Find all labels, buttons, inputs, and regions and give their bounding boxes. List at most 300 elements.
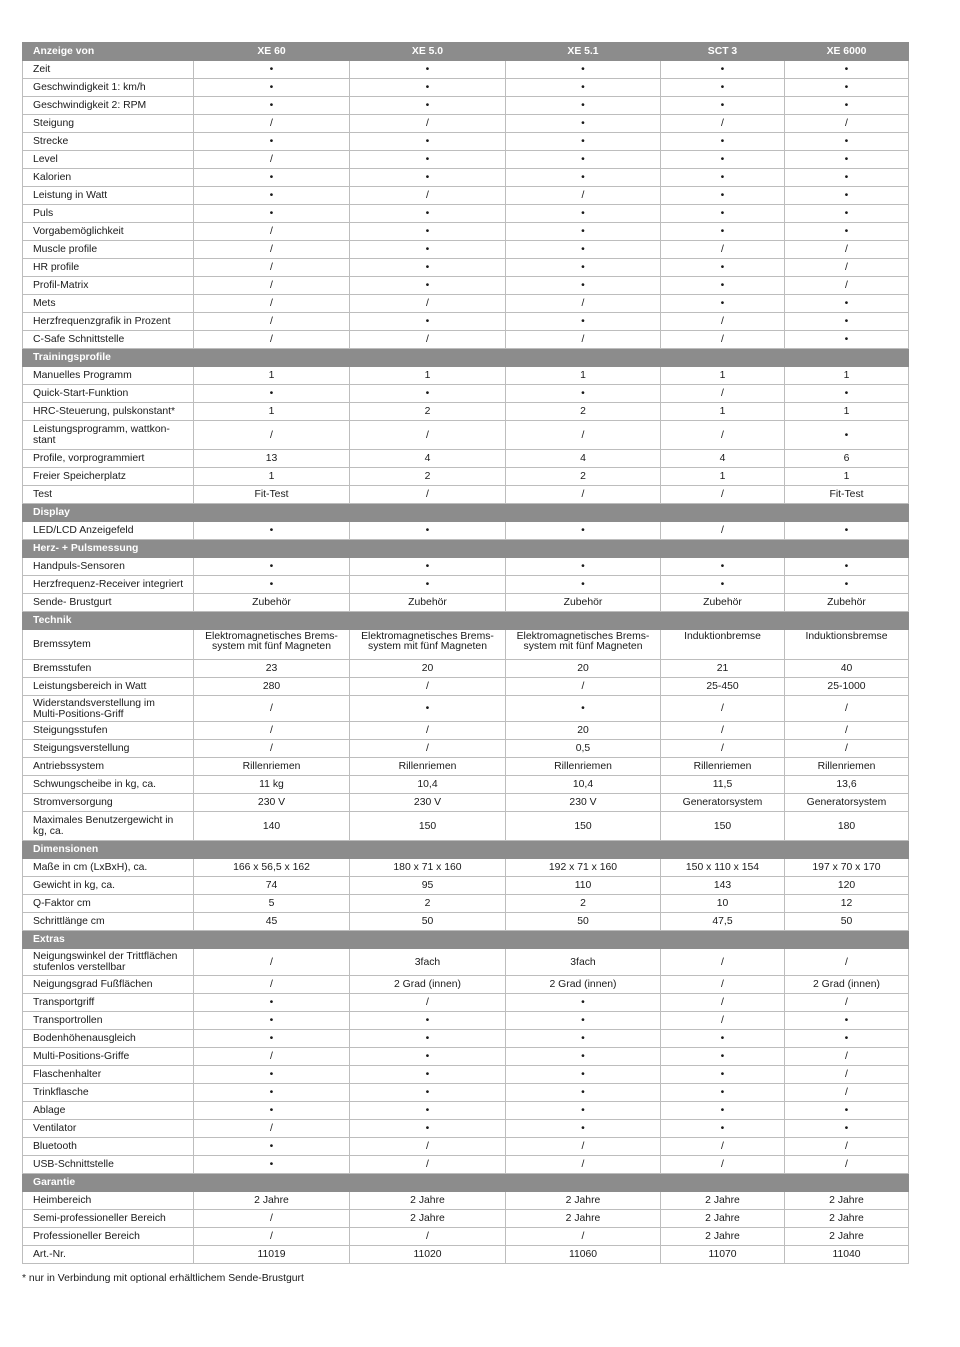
cell-value: • bbox=[661, 1120, 785, 1138]
cell-value: 50 bbox=[506, 913, 661, 931]
cell-value: / bbox=[506, 331, 661, 349]
cell-value: / bbox=[661, 1156, 785, 1174]
table-row bbox=[23, 1030, 909, 1048]
section-title: Technik bbox=[23, 612, 909, 630]
cell-value: • bbox=[506, 79, 661, 97]
cell-value: 180 bbox=[785, 812, 909, 841]
table-row bbox=[23, 976, 909, 994]
cell-value: / bbox=[785, 722, 909, 740]
cell-value: • bbox=[785, 1120, 909, 1138]
row-label: Zeit bbox=[23, 61, 194, 79]
row-label: Bodenhöhenausgleich bbox=[23, 1030, 194, 1048]
cell-value: 50 bbox=[350, 913, 506, 931]
table-row bbox=[23, 678, 909, 696]
cell-value: • bbox=[785, 331, 909, 349]
cell-value: • bbox=[350, 385, 506, 403]
cell-value: • bbox=[194, 522, 350, 540]
cell-value: 1 bbox=[661, 468, 785, 486]
cell-value: / bbox=[194, 1210, 350, 1228]
cell-value: 143 bbox=[661, 877, 785, 895]
cell-value: • bbox=[785, 151, 909, 169]
row-label: Muscle profile bbox=[23, 241, 194, 259]
cell-value: / bbox=[194, 115, 350, 133]
row-label: Q-Faktor cm bbox=[23, 895, 194, 913]
cell-value: / bbox=[785, 277, 909, 295]
cell-value: • bbox=[194, 1066, 350, 1084]
cell-value: Rillenriemen bbox=[350, 758, 506, 776]
cell-value: 74 bbox=[194, 877, 350, 895]
cell-value: / bbox=[350, 187, 506, 205]
cell-value: 2 Jahre bbox=[661, 1228, 785, 1246]
cell-value: 3fach bbox=[506, 949, 661, 976]
table-row bbox=[23, 1066, 909, 1084]
cell-value: • bbox=[661, 223, 785, 241]
cell-value: Generatorsystem bbox=[661, 794, 785, 812]
table-row bbox=[23, 468, 909, 486]
cell-value: / bbox=[350, 115, 506, 133]
cell-value: • bbox=[661, 295, 785, 313]
cell-value: • bbox=[506, 1084, 661, 1102]
cell-value: / bbox=[661, 421, 785, 450]
row-label: Leistungsbereich in Watt bbox=[23, 678, 194, 696]
table-row bbox=[23, 794, 909, 812]
cell-value: • bbox=[350, 241, 506, 259]
row-label: Bremssytem bbox=[23, 630, 194, 660]
cell-value: / bbox=[661, 313, 785, 331]
cell-value: / bbox=[661, 740, 785, 758]
cell-value: 10,4 bbox=[506, 776, 661, 794]
section-title: Dimensionen bbox=[23, 841, 909, 859]
cell-value: Zubehör bbox=[785, 594, 909, 612]
cell-value: 2 bbox=[350, 468, 506, 486]
section-title: Herz- + Pulsmessung bbox=[23, 540, 909, 558]
cell-value: • bbox=[785, 522, 909, 540]
cell-value: • bbox=[350, 1030, 506, 1048]
cell-value: • bbox=[350, 223, 506, 241]
cell-value: Zubehör bbox=[506, 594, 661, 612]
cell-value: / bbox=[350, 1156, 506, 1174]
cell-value: Induktionsbremse bbox=[785, 630, 909, 660]
cell-value: • bbox=[506, 277, 661, 295]
cell-value: • bbox=[506, 1012, 661, 1030]
table-row bbox=[23, 1012, 909, 1030]
table-row bbox=[23, 367, 909, 385]
cell-value: • bbox=[350, 576, 506, 594]
cell-value: • bbox=[785, 223, 909, 241]
spec-table-body bbox=[23, 43, 909, 1264]
cell-value: • bbox=[785, 1012, 909, 1030]
cell-value: / bbox=[506, 486, 661, 504]
cell-value: • bbox=[661, 79, 785, 97]
table-row bbox=[23, 277, 909, 295]
cell-value: 11020 bbox=[350, 1246, 506, 1264]
section-header-row bbox=[23, 931, 909, 949]
cell-value: • bbox=[350, 1084, 506, 1102]
cell-value: 10 bbox=[661, 895, 785, 913]
section-header-row bbox=[23, 504, 909, 522]
cell-value: / bbox=[785, 696, 909, 722]
cell-value: 2 Jahre bbox=[506, 1210, 661, 1228]
cell-value: 1 bbox=[661, 403, 785, 421]
cell-value: / bbox=[661, 385, 785, 403]
cell-value: 11019 bbox=[194, 1246, 350, 1264]
cell-value: 40 bbox=[785, 660, 909, 678]
header-label: Anzeige von bbox=[23, 43, 194, 61]
table-row bbox=[23, 558, 909, 576]
cell-value: / bbox=[661, 722, 785, 740]
cell-value: 1 bbox=[194, 468, 350, 486]
cell-value: / bbox=[194, 740, 350, 758]
cell-value: / bbox=[506, 1156, 661, 1174]
cell-value: / bbox=[194, 151, 350, 169]
cell-value: 2 Jahre bbox=[194, 1192, 350, 1210]
table-row bbox=[23, 421, 909, 450]
cell-value: / bbox=[350, 740, 506, 758]
cell-value: • bbox=[194, 385, 350, 403]
header-model-xe-60: XE 60 bbox=[194, 43, 350, 61]
row-label: Gewicht in kg, ca. bbox=[23, 877, 194, 895]
cell-value: • bbox=[506, 1066, 661, 1084]
row-label: Steigungsstufen bbox=[23, 722, 194, 740]
cell-value: / bbox=[506, 1138, 661, 1156]
table-row bbox=[23, 812, 909, 841]
cell-value: • bbox=[785, 1030, 909, 1048]
table-row bbox=[23, 187, 909, 205]
cell-value: 2 bbox=[506, 895, 661, 913]
cell-value: • bbox=[350, 696, 506, 722]
cell-value: 5 bbox=[194, 895, 350, 913]
section-header-row bbox=[23, 349, 909, 367]
header-model-xe-6000: XE 6000 bbox=[785, 43, 909, 61]
cell-value: / bbox=[194, 1228, 350, 1246]
cell-value: 4 bbox=[661, 450, 785, 468]
table-row bbox=[23, 1138, 909, 1156]
row-label: Profile, vorprogrammiert bbox=[23, 450, 194, 468]
row-label: Profil-Matrix bbox=[23, 277, 194, 295]
row-label: HRC-Steuerung, pulskonstant* bbox=[23, 403, 194, 421]
table-row bbox=[23, 522, 909, 540]
cell-value: / bbox=[661, 976, 785, 994]
cell-value: • bbox=[661, 187, 785, 205]
cell-value: • bbox=[785, 313, 909, 331]
table-row bbox=[23, 776, 909, 794]
cell-value: 1 bbox=[785, 468, 909, 486]
cell-value: • bbox=[785, 1102, 909, 1120]
row-label: Flaschenhalter bbox=[23, 1066, 194, 1084]
cell-value: / bbox=[661, 115, 785, 133]
cell-value: • bbox=[506, 522, 661, 540]
cell-value: 95 bbox=[350, 877, 506, 895]
row-label: Neigungsgrad Fußflächen bbox=[23, 976, 194, 994]
cell-value: • bbox=[194, 133, 350, 151]
cell-value: 1 bbox=[785, 403, 909, 421]
cell-value: • bbox=[661, 205, 785, 223]
row-label: Transportgriff bbox=[23, 994, 194, 1012]
row-label: Quick-Start-Funktion bbox=[23, 385, 194, 403]
spec-table bbox=[22, 42, 909, 1264]
cell-value: • bbox=[506, 385, 661, 403]
table-row bbox=[23, 61, 909, 79]
row-label: Freier Speicherplatz bbox=[23, 468, 194, 486]
cell-value: 230 V bbox=[194, 794, 350, 812]
cell-value: 2 bbox=[350, 403, 506, 421]
cell-value: 2 Grad (innen) bbox=[350, 976, 506, 994]
row-label: Ablage bbox=[23, 1102, 194, 1120]
table-row bbox=[23, 696, 909, 722]
cell-value: Elektromagnetisches Brems- system mit fünf Magneten bbox=[506, 630, 661, 660]
cell-value: 6 bbox=[785, 450, 909, 468]
table-row bbox=[23, 949, 909, 976]
cell-value: • bbox=[350, 97, 506, 115]
cell-value: • bbox=[350, 277, 506, 295]
cell-value: • bbox=[350, 169, 506, 187]
cell-value: / bbox=[506, 678, 661, 696]
cell-value: 150 bbox=[661, 812, 785, 841]
cell-value: 2 Jahre bbox=[661, 1210, 785, 1228]
cell-value: • bbox=[506, 133, 661, 151]
row-label: Kalorien bbox=[23, 169, 194, 187]
cell-value: • bbox=[506, 696, 661, 722]
cell-value: / bbox=[194, 976, 350, 994]
cell-value: / bbox=[785, 1156, 909, 1174]
cell-value: 2 Jahre bbox=[350, 1192, 506, 1210]
cell-value: / bbox=[785, 259, 909, 277]
row-label: C-Safe Schnittstelle bbox=[23, 331, 194, 349]
cell-value: • bbox=[350, 61, 506, 79]
cell-value: 11070 bbox=[661, 1246, 785, 1264]
cell-value: 13 bbox=[194, 450, 350, 468]
cell-value: Fit-Test bbox=[194, 486, 350, 504]
table-row bbox=[23, 151, 909, 169]
cell-value: Rillenriemen bbox=[194, 758, 350, 776]
header-model-xe-5-1: XE 5.1 bbox=[506, 43, 661, 61]
cell-value: • bbox=[194, 558, 350, 576]
section-header-row bbox=[23, 612, 909, 630]
cell-value: 4 bbox=[506, 450, 661, 468]
cell-value: / bbox=[661, 486, 785, 504]
row-label: Geschwindigkeit 1: km/h bbox=[23, 79, 194, 97]
row-label: Vorgabemöglichkeit bbox=[23, 223, 194, 241]
cell-value: • bbox=[350, 205, 506, 223]
cell-value: / bbox=[350, 486, 506, 504]
section-title: Trainingsprofile bbox=[23, 349, 909, 367]
row-label: Handpuls-Sensoren bbox=[23, 558, 194, 576]
cell-value: 2 Grad (innen) bbox=[506, 976, 661, 994]
table-row bbox=[23, 97, 909, 115]
cell-value: 1 bbox=[661, 367, 785, 385]
cell-value: 180 x 71 x 160 bbox=[350, 859, 506, 877]
row-label: Trinkflasche bbox=[23, 1084, 194, 1102]
cell-value: • bbox=[661, 558, 785, 576]
cell-value: • bbox=[785, 295, 909, 313]
cell-value: • bbox=[506, 558, 661, 576]
cell-value: 21 bbox=[661, 660, 785, 678]
table-row bbox=[23, 913, 909, 931]
cell-value: 20 bbox=[506, 722, 661, 740]
cell-value: Zubehör bbox=[350, 594, 506, 612]
cell-value: • bbox=[194, 1084, 350, 1102]
cell-value: Zubehör bbox=[194, 594, 350, 612]
cell-value: • bbox=[506, 61, 661, 79]
row-label: Herzfrequenz-Receiver integriert bbox=[23, 576, 194, 594]
table-row bbox=[23, 169, 909, 187]
cell-value: • bbox=[506, 259, 661, 277]
cell-value: 13,6 bbox=[785, 776, 909, 794]
cell-value: • bbox=[194, 61, 350, 79]
cell-value: / bbox=[350, 295, 506, 313]
cell-value: • bbox=[194, 187, 350, 205]
section-header-row bbox=[23, 1174, 909, 1192]
cell-value: Rillenriemen bbox=[506, 758, 661, 776]
cell-value: / bbox=[194, 421, 350, 450]
cell-value: • bbox=[350, 259, 506, 277]
cell-value: / bbox=[194, 1120, 350, 1138]
cell-value: • bbox=[506, 205, 661, 223]
cell-value: • bbox=[506, 1120, 661, 1138]
table-row bbox=[23, 576, 909, 594]
cell-value: / bbox=[785, 1138, 909, 1156]
row-label: Steigungsverstellung bbox=[23, 740, 194, 758]
cell-value: / bbox=[506, 1228, 661, 1246]
cell-value: 230 V bbox=[506, 794, 661, 812]
cell-value: • bbox=[194, 576, 350, 594]
cell-value: 25-1000 bbox=[785, 678, 909, 696]
cell-value: 1 bbox=[785, 367, 909, 385]
row-label: Neigungswinkel der Trittflächen stufenlos verstellbar bbox=[23, 949, 194, 976]
cell-value: 197 x 70 x 170 bbox=[785, 859, 909, 877]
row-label: Schrittlänge cm bbox=[23, 913, 194, 931]
cell-value: 23 bbox=[194, 660, 350, 678]
cell-value: / bbox=[785, 115, 909, 133]
cell-value: 11,5 bbox=[661, 776, 785, 794]
cell-value: 47,5 bbox=[661, 913, 785, 931]
cell-value: / bbox=[785, 740, 909, 758]
cell-value: • bbox=[661, 133, 785, 151]
row-label: Steigung bbox=[23, 115, 194, 133]
table-row bbox=[23, 259, 909, 277]
row-label: Bremsstufen bbox=[23, 660, 194, 678]
table-row bbox=[23, 331, 909, 349]
row-label: Mets bbox=[23, 295, 194, 313]
section-header-row bbox=[23, 540, 909, 558]
cell-value: • bbox=[194, 79, 350, 97]
cell-value: • bbox=[785, 61, 909, 79]
row-label: Schwungscheibe in kg, ca. bbox=[23, 776, 194, 794]
table-row bbox=[23, 205, 909, 223]
row-label: Transportrollen bbox=[23, 1012, 194, 1030]
cell-value: 3fach bbox=[350, 949, 506, 976]
cell-value: / bbox=[785, 949, 909, 976]
cell-value: • bbox=[785, 421, 909, 450]
cell-value: • bbox=[661, 1030, 785, 1048]
cell-value: Induktionbremse bbox=[661, 630, 785, 660]
cell-value: / bbox=[661, 522, 785, 540]
table-row bbox=[23, 403, 909, 421]
cell-value: 150 bbox=[350, 812, 506, 841]
table-row bbox=[23, 1210, 909, 1228]
cell-value: / bbox=[661, 696, 785, 722]
cell-value: • bbox=[350, 522, 506, 540]
cell-value: • bbox=[194, 97, 350, 115]
cell-value: 2 Jahre bbox=[350, 1210, 506, 1228]
cell-value: • bbox=[506, 576, 661, 594]
row-label: Multi-Positions-Griffe bbox=[23, 1048, 194, 1066]
row-label: Antriebssystem bbox=[23, 758, 194, 776]
cell-value: 110 bbox=[506, 877, 661, 895]
table-row bbox=[23, 1102, 909, 1120]
row-label: Leistung in Watt bbox=[23, 187, 194, 205]
cell-value: • bbox=[194, 1102, 350, 1120]
table-row bbox=[23, 1156, 909, 1174]
cell-value: 2 Jahre bbox=[785, 1210, 909, 1228]
cell-value: / bbox=[661, 949, 785, 976]
row-label: Stromversorgung bbox=[23, 794, 194, 812]
table-row bbox=[23, 115, 909, 133]
cell-value: • bbox=[194, 169, 350, 187]
cell-value: / bbox=[350, 678, 506, 696]
cell-value: • bbox=[194, 994, 350, 1012]
row-label: Level bbox=[23, 151, 194, 169]
row-label: Maße in cm (LxBxH), ca. bbox=[23, 859, 194, 877]
table-row bbox=[23, 895, 909, 913]
row-label: Herzfrequenzgrafik in Prozent bbox=[23, 313, 194, 331]
section-header-row bbox=[23, 841, 909, 859]
table-row bbox=[23, 859, 909, 877]
section-title: Display bbox=[23, 504, 909, 522]
row-label: Test bbox=[23, 486, 194, 504]
cell-value: / bbox=[194, 1048, 350, 1066]
cell-value: • bbox=[350, 1102, 506, 1120]
row-label: Ventilator bbox=[23, 1120, 194, 1138]
cell-value: • bbox=[661, 151, 785, 169]
cell-value: 2 Grad (innen) bbox=[785, 976, 909, 994]
cell-value: Zubehör bbox=[661, 594, 785, 612]
row-label: Sende- Brustgurt bbox=[23, 594, 194, 612]
cell-value: • bbox=[506, 994, 661, 1012]
row-label: Strecke bbox=[23, 133, 194, 151]
cell-value: • bbox=[785, 205, 909, 223]
cell-value: • bbox=[506, 223, 661, 241]
cell-value: 1 bbox=[194, 403, 350, 421]
cell-value: / bbox=[194, 241, 350, 259]
cell-value: / bbox=[194, 696, 350, 722]
cell-value: 2 bbox=[506, 468, 661, 486]
cell-value: / bbox=[506, 187, 661, 205]
cell-value: • bbox=[350, 1012, 506, 1030]
cell-value: • bbox=[661, 169, 785, 187]
cell-value: • bbox=[194, 1156, 350, 1174]
table-row bbox=[23, 295, 909, 313]
row-label: Geschwindigkeit 2: RPM bbox=[23, 97, 194, 115]
cell-value: / bbox=[194, 313, 350, 331]
cell-value: / bbox=[661, 1012, 785, 1030]
cell-value: 150 bbox=[506, 812, 661, 841]
row-label: Heimbereich bbox=[23, 1192, 194, 1210]
cell-value: 2 bbox=[506, 403, 661, 421]
cell-value: • bbox=[350, 313, 506, 331]
header-model-sct-3: SCT 3 bbox=[661, 43, 785, 61]
cell-value: • bbox=[661, 1102, 785, 1120]
table-row bbox=[23, 1192, 909, 1210]
cell-value: • bbox=[506, 1102, 661, 1120]
cell-value: • bbox=[350, 1048, 506, 1066]
cell-value: Elektromagnetisches Brems- system mit fünf Magneten bbox=[350, 630, 506, 660]
cell-value: 50 bbox=[785, 913, 909, 931]
cell-value: • bbox=[785, 97, 909, 115]
cell-value: / bbox=[194, 722, 350, 740]
table-row bbox=[23, 79, 909, 97]
cell-value: • bbox=[194, 205, 350, 223]
